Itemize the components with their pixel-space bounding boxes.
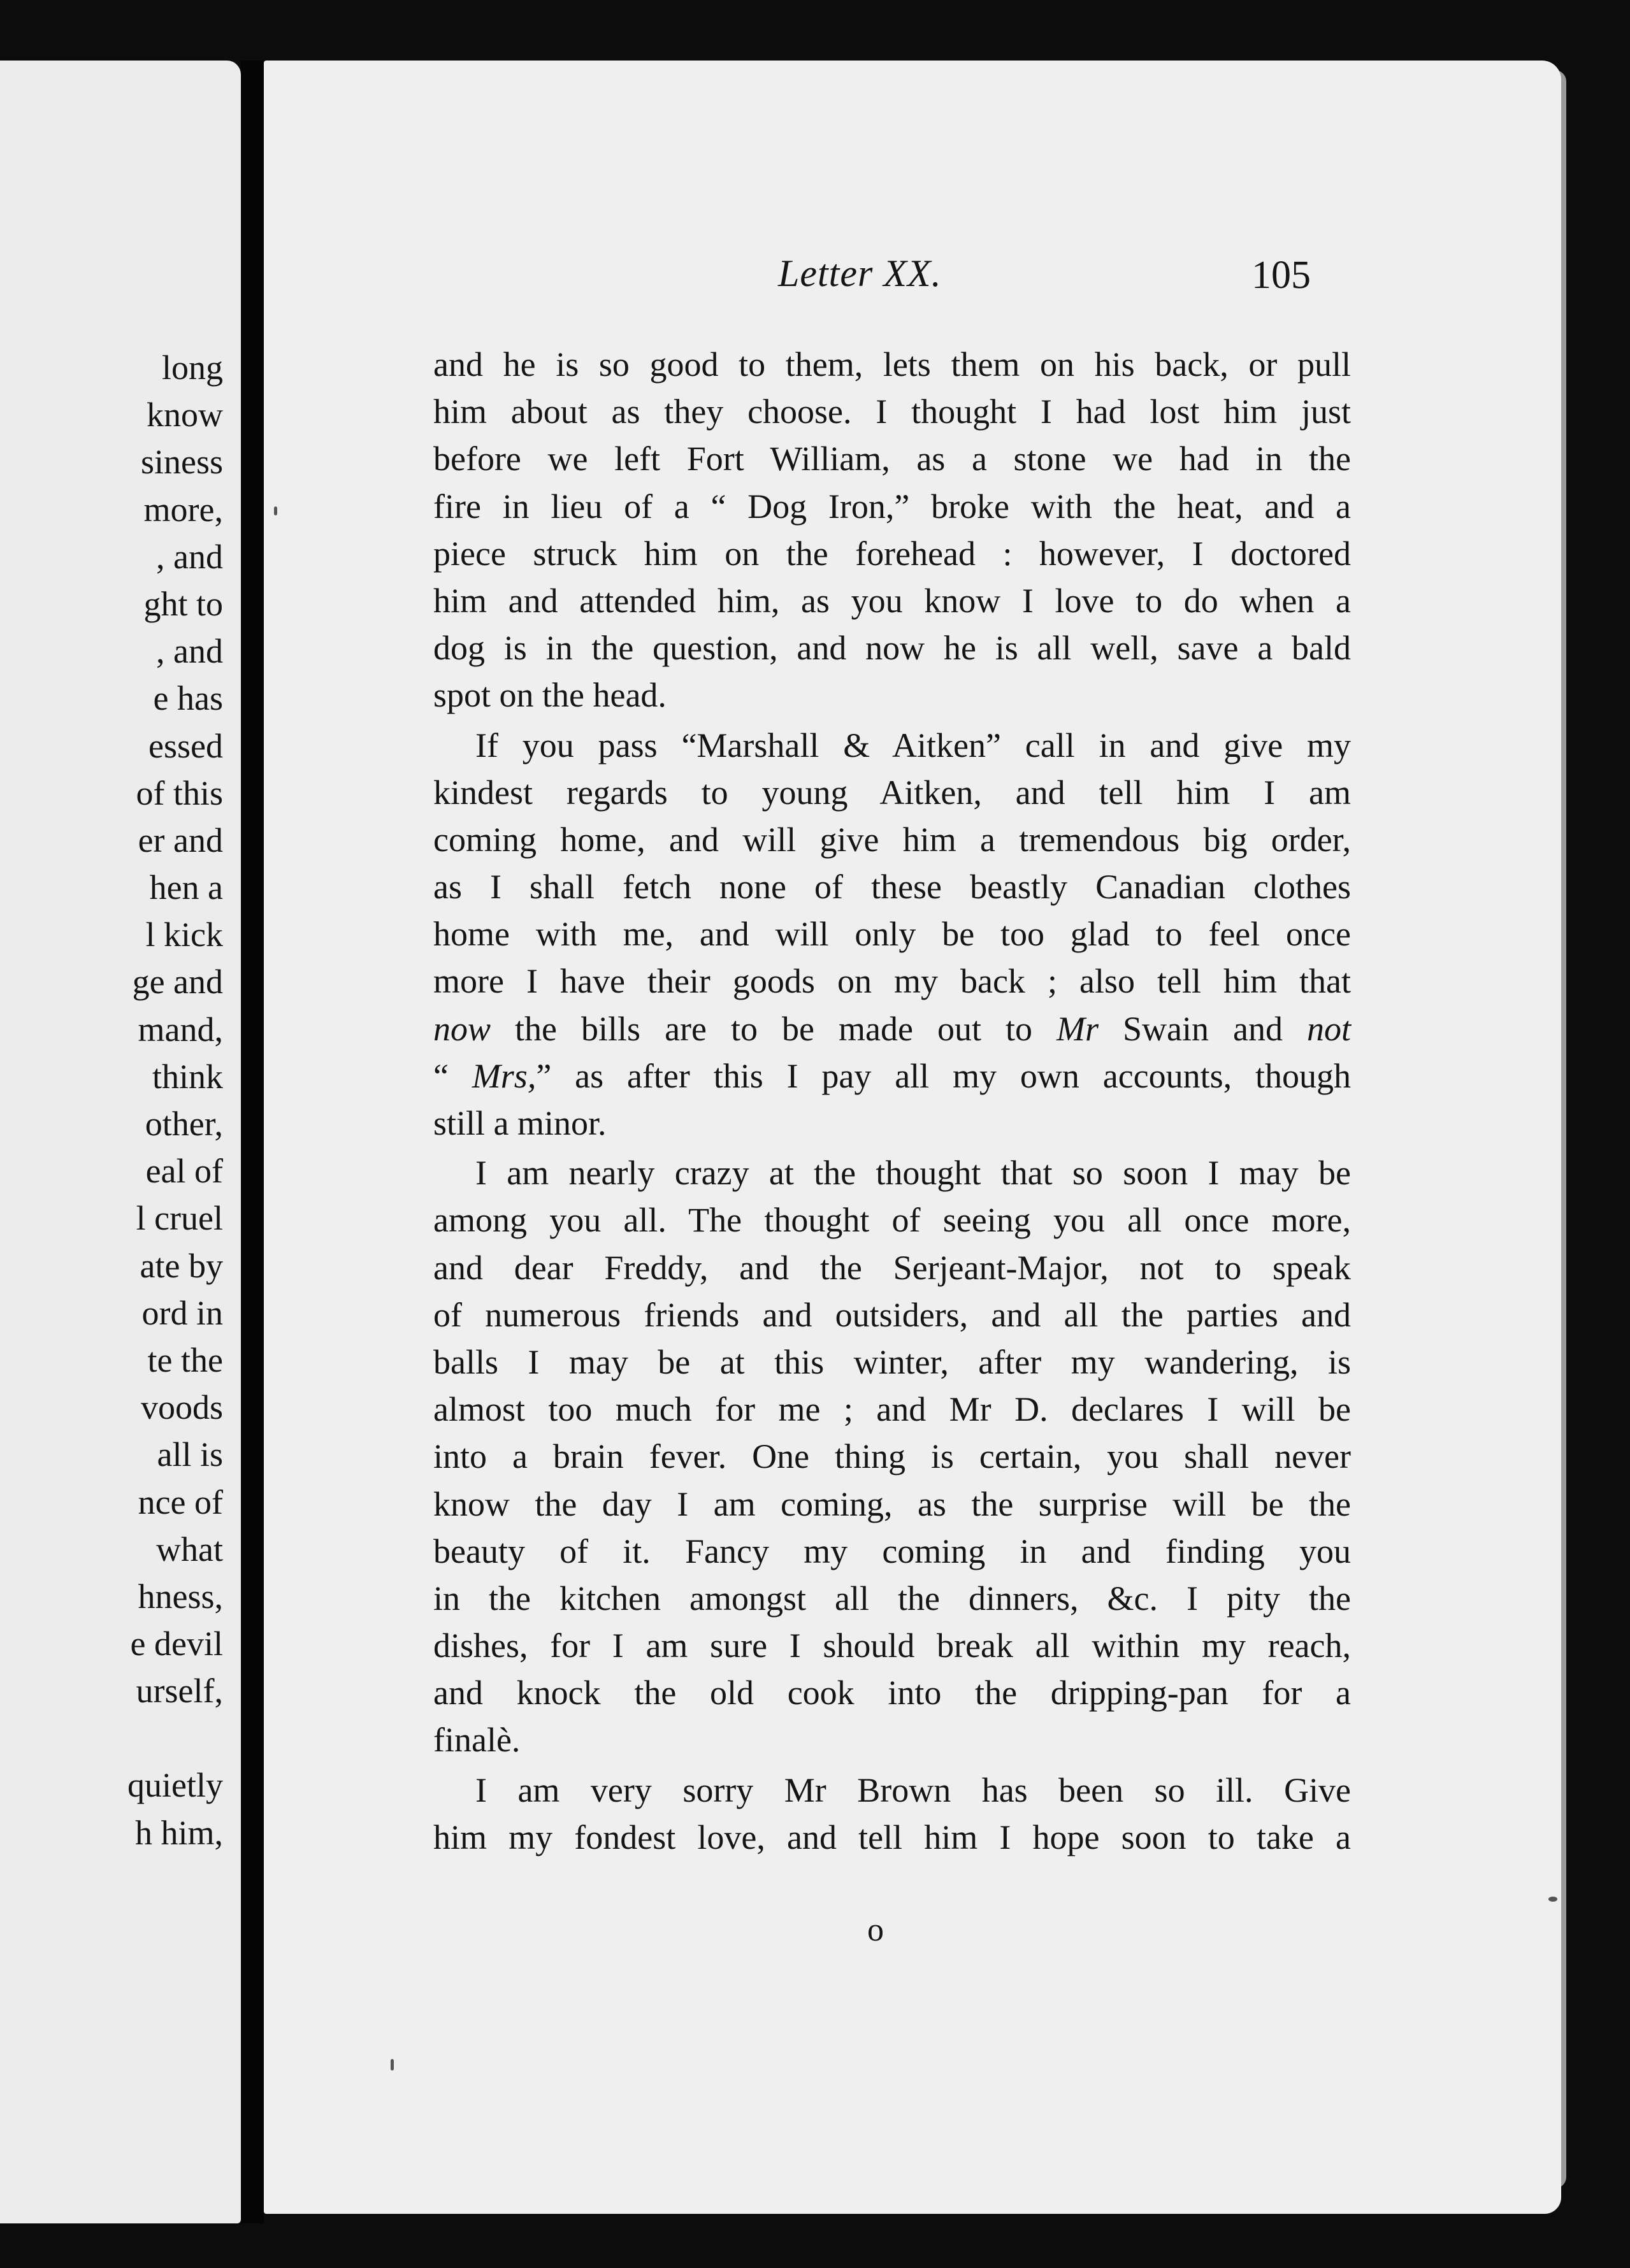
left-line: mand, [138, 1010, 223, 1049]
left-line: other, [145, 1105, 223, 1143]
text-line: spot on the head. [433, 676, 667, 715]
left-line: urself, [136, 1672, 223, 1711]
text-line: If you pass “Marshall & Aitken” call in and give my [475, 726, 1351, 764]
left-line: think [152, 1057, 223, 1096]
running-head [264, 252, 1561, 315]
left-line: e has [153, 679, 223, 718]
text-line: of numerous friends and outsiders, and all the parties and [433, 1295, 1351, 1334]
left-page-text [127, 344, 223, 1856]
text-line: and dear Freddy, and the Serjeant-Major, not to speak [433, 1248, 1351, 1287]
left-line: ate by [140, 1246, 223, 1285]
left-line: know [147, 396, 223, 434]
text-line: coming home, and will give him a tremendous big order, [433, 820, 1351, 859]
left-line: hen a [149, 868, 223, 907]
italic-word: not [1307, 1009, 1352, 1048]
text-run: Swain and [1098, 1009, 1307, 1048]
left-line: long [161, 348, 223, 387]
text-line: beauty of it. Fancy my coming in and finding you [433, 1532, 1351, 1570]
left-line: ght to [143, 584, 223, 623]
left-line: all is [157, 1435, 223, 1474]
left-line: more, [143, 490, 223, 529]
text-line: in the kitchen amongst all the dinners, &c. I pity the [433, 1579, 1351, 1618]
left-line-gap [127, 1714, 223, 1762]
text-line: him my fondest love, and tell him I hope soon to take a [433, 1818, 1351, 1856]
text-line: him and attended him, as you know I love to do when a [433, 581, 1351, 620]
book-gutter [241, 61, 264, 2223]
left-line: , and [156, 537, 223, 576]
left-line: te the [147, 1340, 223, 1379]
text-run: “ [433, 1056, 472, 1095]
left-line: er and [138, 821, 223, 859]
left-line: voods [140, 1388, 223, 1427]
text-line: and he is so good to them, lets them on his back, or pull [433, 345, 1351, 384]
text-line: and knock the old cook into the dripping-pan for a [433, 1674, 1351, 1712]
text-line: kindest regards to young Aitken, and tell him I am [433, 773, 1351, 812]
paper-speck [274, 506, 277, 515]
text-line: him about as they choose. I thought I had lost him just [433, 392, 1351, 431]
text-run: ” as after this I pay all my own accounts, though [536, 1056, 1351, 1095]
left-line: essed [148, 726, 223, 765]
text-line: almost too much for me ; and Mr D. declares I will be [433, 1390, 1351, 1429]
italic-word: now [433, 1009, 491, 1048]
text-line: as I shall fetch none of these beastly Canadian clothes [433, 868, 1351, 907]
signature-mark: o [867, 1912, 884, 1948]
text-line: fire in lieu of a “ Dog Iron,” broke with the heat, and a [433, 487, 1351, 526]
italic-word: Mrs, [472, 1056, 537, 1095]
text-line: dishes, for I am sure I should break all within my reach, [433, 1626, 1351, 1665]
left-line: nce of [138, 1482, 223, 1521]
left-line: what [156, 1530, 223, 1568]
text-line: I am very sorry Mr Brown has been so ill. Give [475, 1770, 1351, 1809]
left-line: hness, [138, 1577, 223, 1616]
page-number: 105 [1251, 254, 1311, 297]
left-facing-page [0, 61, 241, 2223]
left-line: ge and [132, 963, 223, 1001]
left-line: l kick [145, 915, 223, 954]
text-line: before we left Fort William, as a stone we had in the [433, 440, 1351, 478]
text-line: still a minor. [433, 1104, 607, 1142]
text-line: know the day I am coming, as the surprise will be the [433, 1484, 1351, 1523]
left-line: ord in [141, 1293, 223, 1332]
text-line: more I have their goods on my back ; also tell him that [433, 962, 1351, 1001]
text-line: into a brain fever. One thing is certain, you shall never [433, 1437, 1351, 1476]
letter-body [433, 341, 1351, 1861]
left-line: quietly [127, 1766, 223, 1805]
left-line: h him, [134, 1813, 223, 1852]
text-line: finalè. [433, 1721, 521, 1760]
italic-word: Mr [1056, 1009, 1099, 1048]
left-line: siness [140, 443, 223, 482]
text-line-mixed [433, 1052, 1351, 1100]
text-line: among you all. The thought of seeing you all once more, [433, 1201, 1351, 1240]
left-line: e devil [130, 1625, 223, 1663]
text-line: balls I may be at this winter, after my wandering, is [433, 1342, 1351, 1381]
left-line: l cruel [136, 1199, 223, 1238]
right-page [264, 61, 1561, 2214]
paper-speck [1548, 1897, 1557, 1902]
text-line: I am nearly crazy at the thought that so soon I may be [475, 1154, 1351, 1193]
text-line: home with me, and will only be too glad to feel once [433, 915, 1351, 954]
left-line: of this [136, 773, 223, 812]
left-line: , and [156, 632, 223, 671]
left-line: eal of [145, 1152, 223, 1191]
text-line: piece struck him on the forehead : however, I doctored [433, 534, 1351, 573]
paper-speck [391, 2059, 394, 2071]
text-line-mixed [433, 1005, 1351, 1052]
letter-title: Letter XX. [778, 252, 942, 294]
text-line: dog is in the question, and now he is all well, save a bald [433, 629, 1351, 668]
text-run: the bills are to be made out to [491, 1009, 1057, 1048]
